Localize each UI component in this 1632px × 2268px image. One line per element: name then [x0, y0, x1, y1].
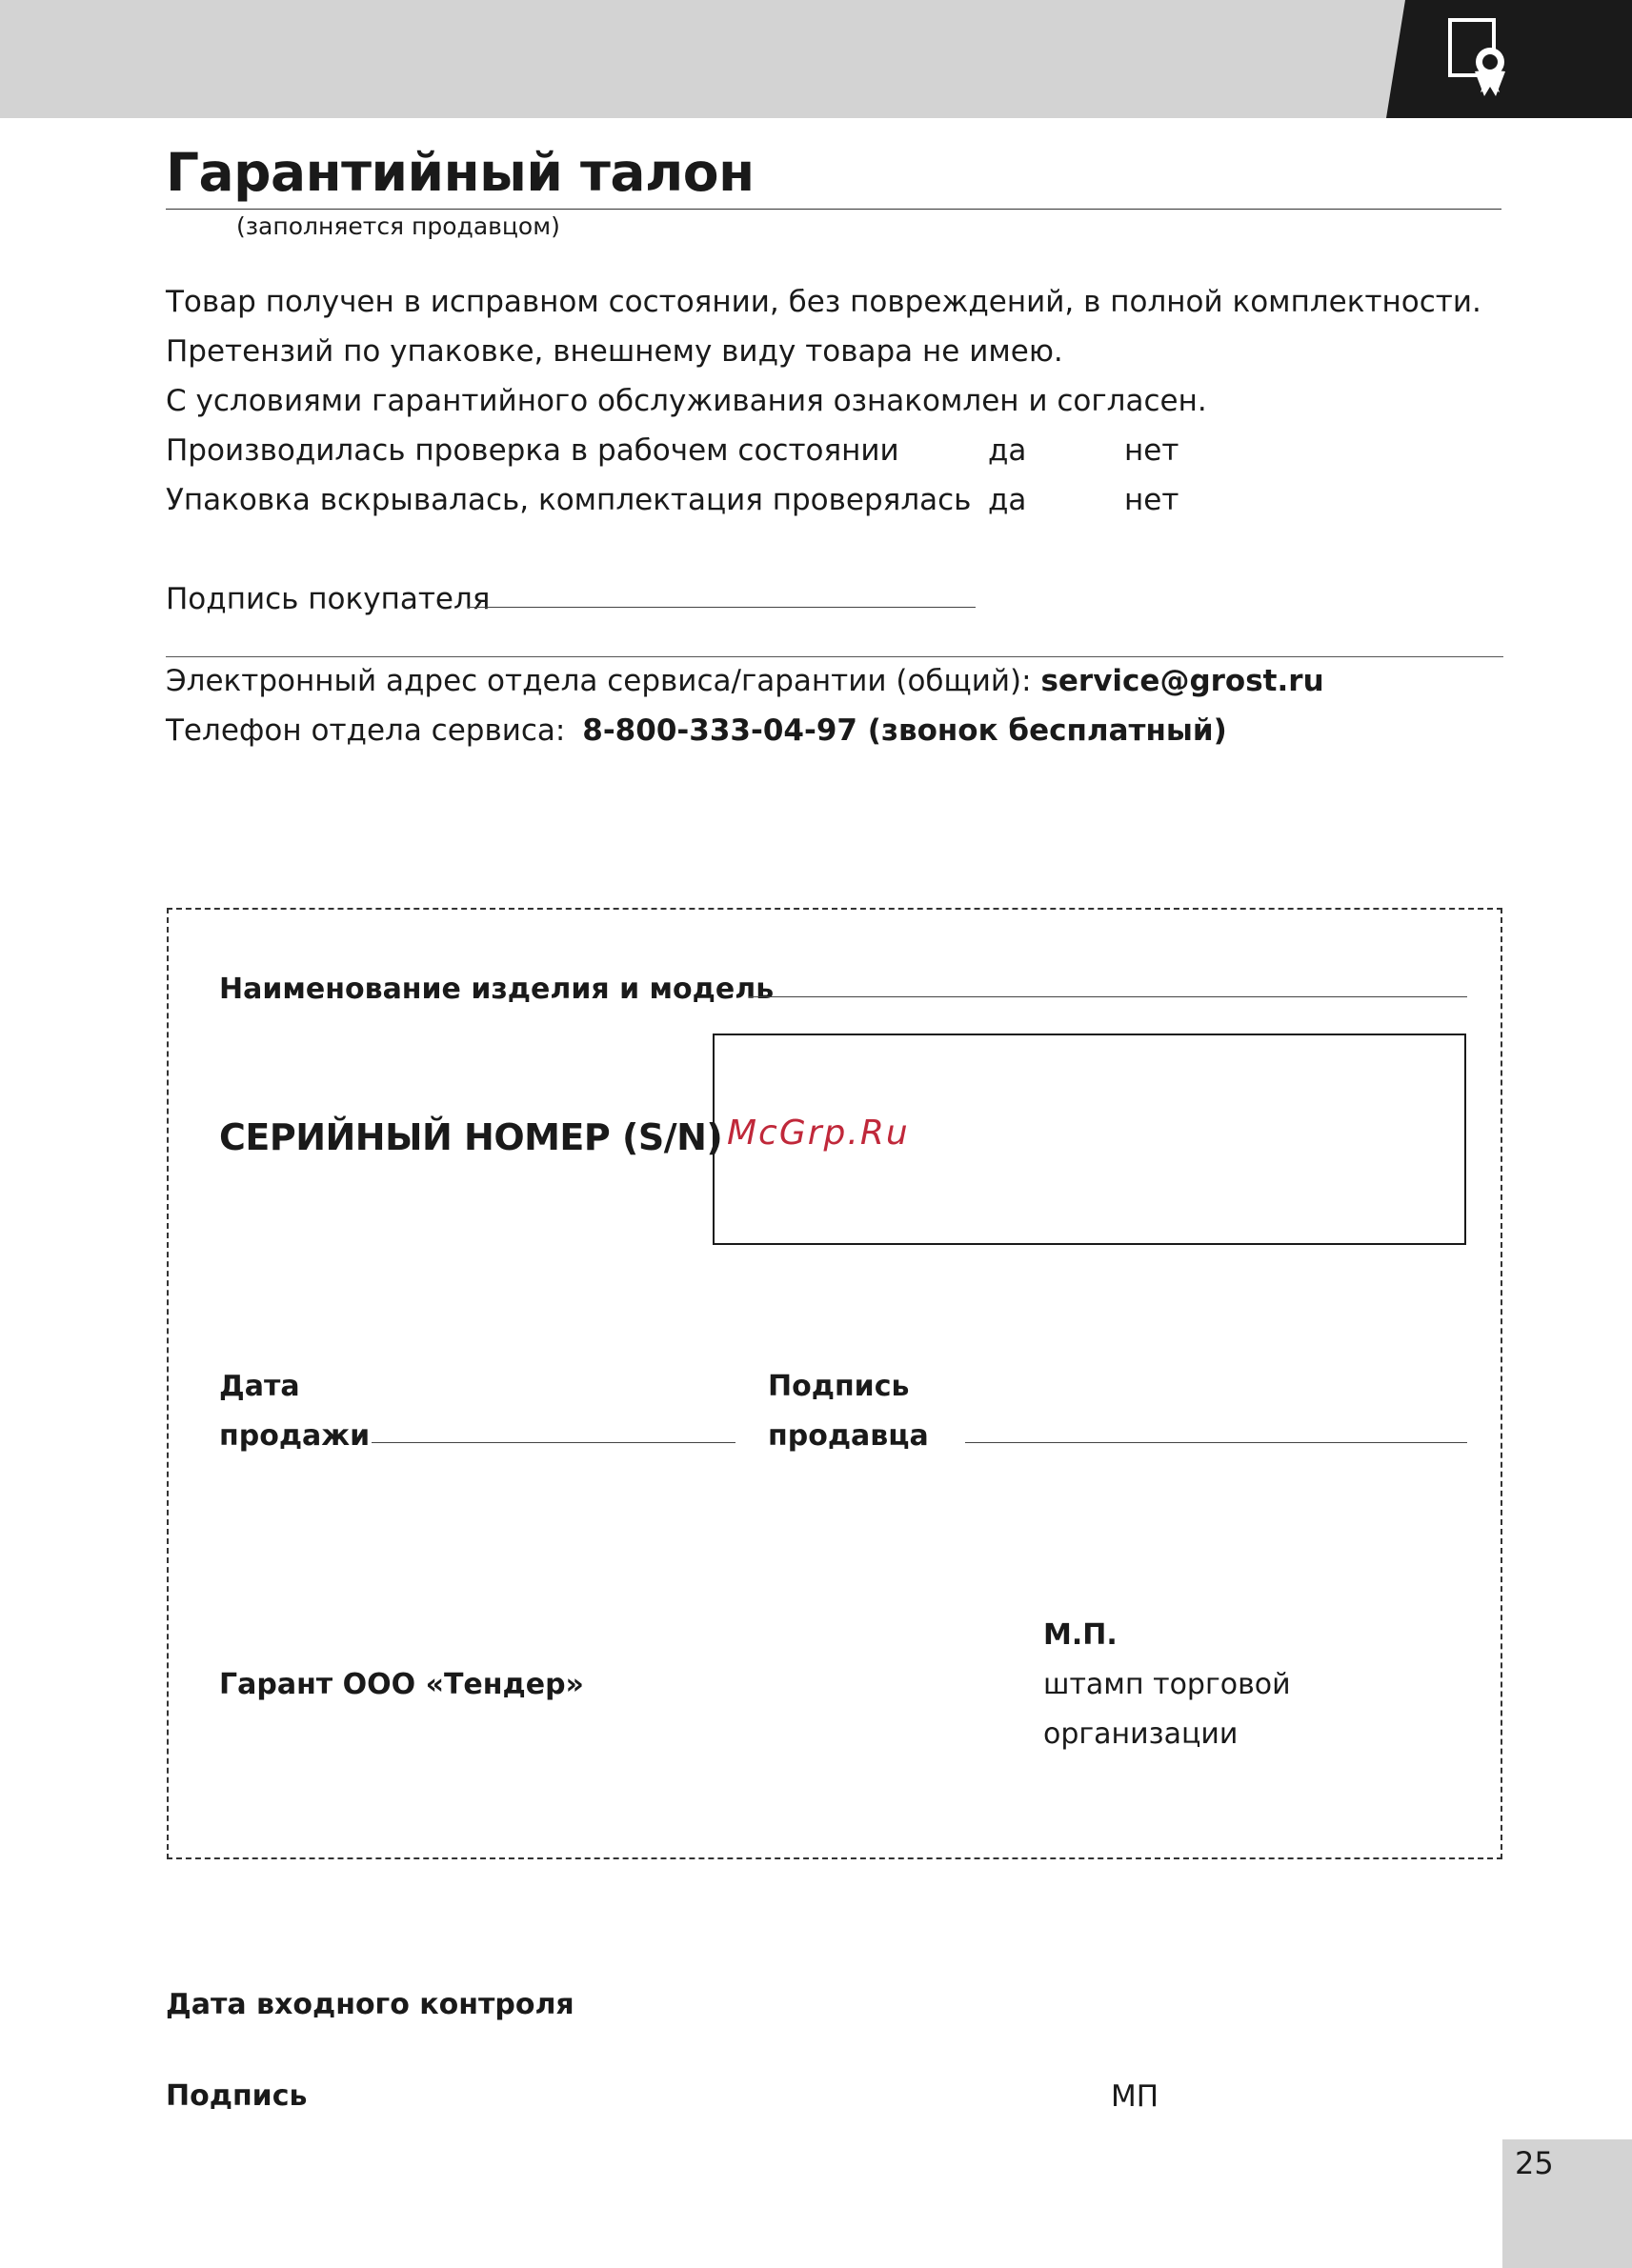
service-phone-number: 8-800-333-04-97 (звонок бесплатный) — [582, 713, 1227, 748]
stamp-title: М.П. — [1043, 1618, 1118, 1652]
stamp-mp-label: МП — [1111, 2079, 1159, 2114]
title-divider — [166, 209, 1501, 210]
page-title: Гарантийный талон — [166, 142, 755, 203]
page-subtitle: (заполняется продавцом) — [236, 212, 560, 240]
check-no-option[interactable]: нет — [1124, 433, 1179, 468]
service-email-link[interactable]: service@grost.ru — [1040, 664, 1324, 698]
statement-line: Товар получен в исправном состоянии, без повреждений, в полной комплектности. — [166, 285, 1481, 319]
header-bar — [0, 0, 1632, 118]
service-email-label: Электронный адрес отдела сервиса/гарантии (общий): — [166, 664, 1032, 698]
sale-date-label: Дата — [219, 1370, 300, 1403]
buyer-signature-field[interactable] — [468, 607, 976, 608]
certificate-ribbon-icon — [1446, 16, 1511, 96]
product-name-field[interactable] — [749, 996, 1467, 997]
service-phone-label: Телефон отдела сервиса: — [166, 713, 566, 748]
stamp-caption: организации — [1043, 1717, 1239, 1751]
service-phone-row — [166, 712, 1227, 750]
statement-line: С условиями гарантийного обслуживания ознакомлен и согласен. — [166, 384, 1207, 418]
seller-signature-field[interactable] — [965, 1442, 1467, 1443]
page-number: 25 — [1515, 2145, 1554, 2181]
watermark-text: McGrp.Ru — [727, 1114, 910, 1153]
check-no-option[interactable]: нет — [1124, 483, 1179, 517]
buyer-signature-label: Подпись покупателя — [166, 582, 491, 616]
serial-number-label: СЕРИЙНЫЙ НОМЕР (S/N) — [219, 1116, 723, 1158]
inbound-control-label: Дата входного контроля — [166, 1988, 574, 2021]
service-email-row — [166, 662, 1324, 700]
stamp-caption: штамп торговой — [1043, 1668, 1291, 1701]
check-label: Производилась проверка в рабочем состоянии — [166, 433, 899, 468]
check-label: Упаковка вскрывалась, комплектация проверялась — [166, 483, 972, 517]
inbound-signature-label: Подпись — [166, 2079, 308, 2113]
check-yes-option[interactable]: да — [988, 433, 1027, 468]
sale-date-label: продажи — [219, 1419, 371, 1453]
check-yes-option[interactable]: да — [988, 483, 1027, 517]
sale-date-field[interactable] — [372, 1442, 735, 1443]
seller-signature-label: продавца — [768, 1419, 929, 1453]
statement-line: Претензий по упаковке, внешнему виду товара не имею. — [166, 334, 1063, 369]
section-divider — [166, 656, 1503, 657]
product-name-label: Наименование изделия и модель — [219, 973, 775, 1006]
guarantor-text: Гарант ООО «Тендер» — [219, 1668, 584, 1701]
seller-signature-label: Подпись — [768, 1370, 910, 1403]
